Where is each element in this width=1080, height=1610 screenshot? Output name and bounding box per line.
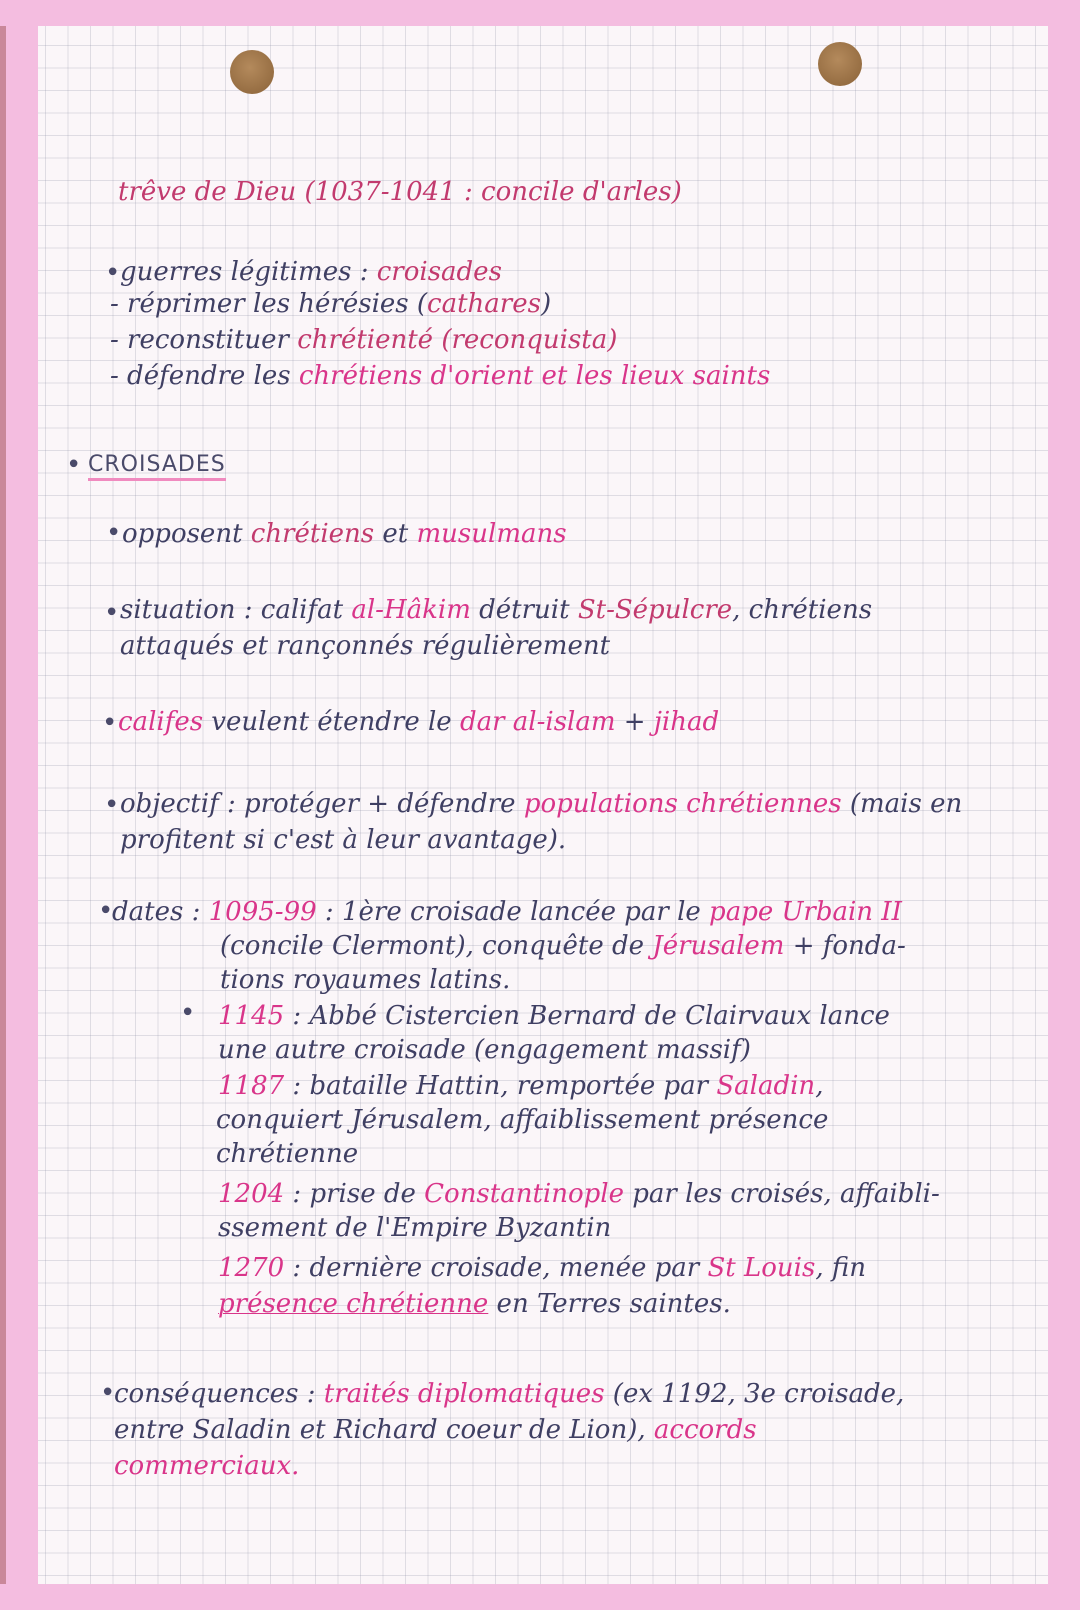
dates-4-line-1: 1204 : prise de Constantinople par les croisés, affaibli- [218,1179,940,1209]
page-margin-bottom [0,1584,1080,1610]
point-califes: califes veulent étendre le dar al-islam + jihad [118,707,720,737]
bullet: • [106,518,122,548]
point-situation-2: attaqués et rançonnés régulièrement [120,631,611,661]
page-edge-left [0,0,6,1610]
dates-5-line-1: 1270 : dernière croisade, menée par St Louis, fin [218,1253,866,1283]
guerres-item-1: - réprimer les hérésies (cathares) [110,289,552,319]
dates-2-line-1: 1145 : Abbé Cistercien Bernard de Clairvaux lance [218,1001,890,1031]
dates-1-line-2: (concile Clermont), conquête de Jérusalem + fonda- [220,931,906,961]
note-title: trêve de Dieu (1037-1041 : concile d'arles) [118,177,682,207]
consequences-line-1: conséquences : traités diplomatiques (ex 1192, 3e croisade, [114,1379,905,1409]
bullet: • [102,708,118,738]
bullet: • [100,1378,116,1408]
binder-hole-left [230,50,274,94]
dates-3-line-3: chrétienne [216,1139,359,1169]
point-situation-1: situation : califat al-Hâkim détruit St-Sépulcre, chrétiens [120,595,873,625]
bullet: • [105,258,121,288]
bullet: • [180,998,196,1028]
guerres-heading: guerres légitimes : croisades [120,257,502,287]
dates-1-line-1: dates : 1095-99 : 1ère croisade lancée par le pape Urbain II [112,897,902,927]
dates-2-line-2: une autre croisade (engagement massif) [218,1035,751,1065]
page-margin-top [0,0,1080,26]
dates-5-line-2: présence chrétienne en Terres saintes. [218,1289,731,1319]
point-opposent: opposent chrétiens et musulmans [122,519,567,549]
bullet: • [104,598,120,628]
consequences-line-3: commerciaux. [114,1451,300,1481]
dates-3-line-1: 1187 : bataille Hattin, remportée par Saladin, [218,1071,824,1101]
bullet: • [98,896,114,926]
binder-hole-right [818,42,862,86]
dates-4-line-2: ssement de l'Empire Byzantin [218,1213,612,1243]
bullet: • [66,450,82,480]
guerres-item-3: - défendre les chrétiens d'orient et les lieux saints [110,361,771,391]
point-objectif-1: objectif : protéger + défendre populations chrétiennes (mais en [120,789,963,819]
dates-1-line-3: tions royaumes latins. [220,965,511,995]
dates-3-line-2: conquiert Jérusalem, affaiblissement présence [216,1105,829,1135]
page-margin-right [1048,0,1080,1610]
guerres-item-2: - reconstituer chrétienté (reconquista) [110,325,618,355]
consequences-line-2: entre Saladin et Richard coeur de Lion), accords [114,1415,757,1445]
section-title: CROISADES [88,452,226,481]
point-objectif-2: profitent si c'est à leur avantage). [120,825,567,855]
bullet: • [104,790,120,820]
